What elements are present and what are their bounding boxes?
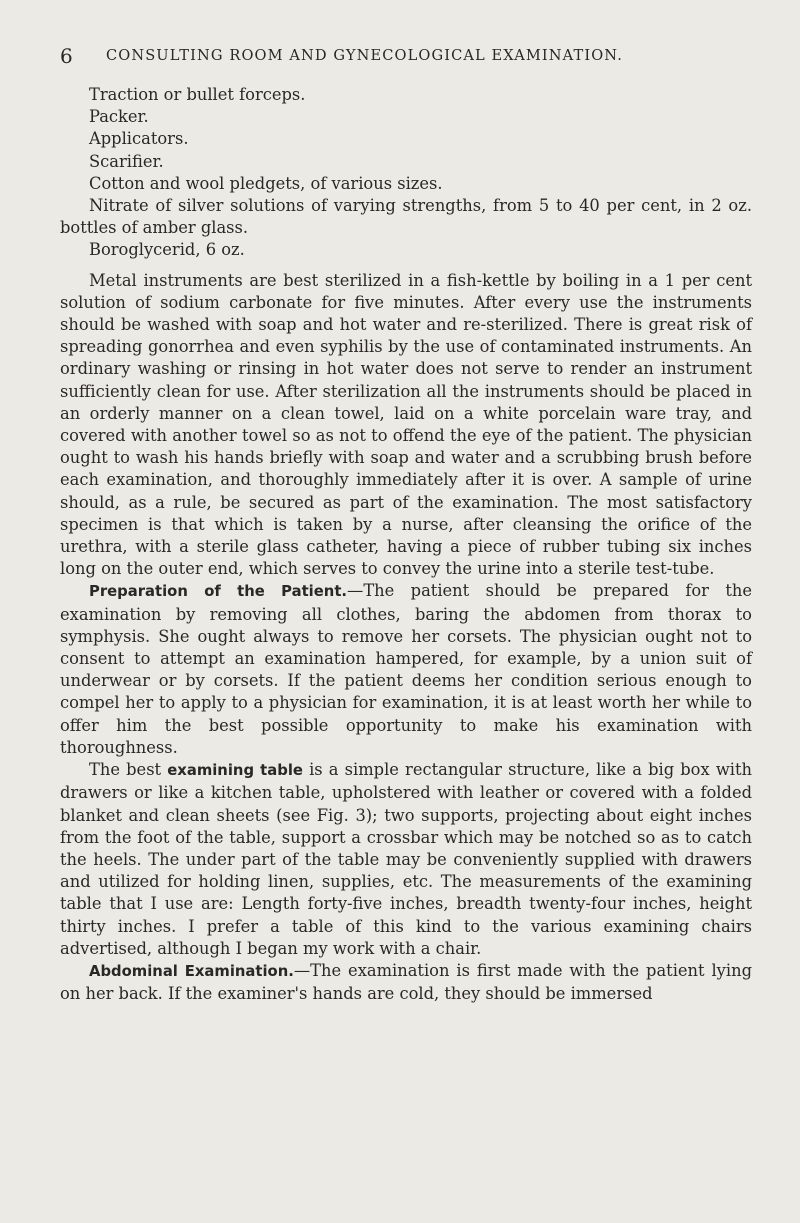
running-head: CONSULTING ROOM AND GYNECOLOGICAL EXAMINATION. — [106, 47, 623, 64]
list-item: Packer. — [89, 107, 149, 127]
list-item: Cotton and wool pledgets, of various sizes. — [89, 173, 443, 193]
paragraph-preparation — [60, 580, 752, 759]
list-item: Boroglycerid, 6 oz. — [89, 240, 245, 260]
paragraph-abdominal — [60, 960, 752, 1005]
paragraph-examining-table-text: is a simple rectangular structure, like a big box with drawers or like a kitchen table, upholstered with leather or covered with a folded blanket and clean sheets (see Fig. 3); two supports, projecting about eight inches from the foot of the table, support a crossbar which may be notched so as to catch the heels. The under part of the table may be conveniently supplied with drawers and utilized for holding linen, supplies, etc. The measurements of the examining table that I use are: Length forty-five inches, breadth twenty-four inches, height thirty inches. I prefer a table of this kind to the various examining chairs advertised, although I began my work with a chair. — [60, 760, 752, 958]
page-header — [50, 44, 750, 70]
list-item: Scarifier. — [89, 151, 164, 171]
paragraph-abdominal-text: —The examination is first made with the patient lying on her back. If the examiner's hands are cold, they should be immersed — [60, 960, 752, 1004]
list-item: Nitrate of silver solutions of varying strengths, from 5 to 40 per cent, in 2 oz. bottles of amber glass. — [60, 196, 752, 238]
paragraph-examining-table — [60, 759, 752, 960]
list-item: Traction or bullet forceps. — [89, 85, 306, 104]
section-heading-abdominal: Abdominal Examination. — [89, 962, 294, 980]
paragraph-metal-instruments: Metal instruments are best sterilized in a fish-kettle by boiling in a 1 per cent solution of sodium carbonate for five minutes. After every use the instruments should be washed with soap and hot water and re-sterilized. There is great risk of spreading gonorrhea and even syphilis by the use of contaminated instruments. An ordinary washing or rinsing in hot water does not serve to render an instrument sufficiently clean for use. After sterilization all the instruments should be placed in an orderly manner on a clean towel, laid on a white porcelain ware tray, and covered with another towel so as not to offend the eye of the patient. The physician ought to wash his hands briefly with soap and water and a scrubbing brush before each examination, and thoroughly immediately after it is over. A sample of urine should, as a rule, be secured as part of the examination. The most satisfactory specimen is that which is taken by a nurse, after cleansing the orifice of the urethra, with a sterile glass catheter, having a piece of rubber tubing six inches long on the outer end, which serves to convey the urine into a sterile test-tube. — [60, 270, 752, 579]
section-heading-preparation: Preparation of the Patient. — [89, 583, 348, 601]
page-body — [60, 84, 752, 1005]
section-heading-examining-table: examining table — [167, 762, 303, 780]
page-number: 6 — [60, 44, 73, 68]
list-item: Applicators. — [89, 129, 189, 149]
paragraph-preparation-text: —The patient should be prepared for the examination by removing all clothes, baring the abdomen from thorax to symphysis. She ought always to remove her corsets. The physician ought not to consent to attempt an examination hampered, for example, by a union suit of underwear or by corsets. If the patient deems her condition serious enough to compel her to apply to a physician for examination, it is at least worth her while to offer him the best possible opportunity to make his examination with thoroughness. — [60, 581, 752, 757]
paragraph-examining-table-intro: The best — [89, 760, 168, 780]
